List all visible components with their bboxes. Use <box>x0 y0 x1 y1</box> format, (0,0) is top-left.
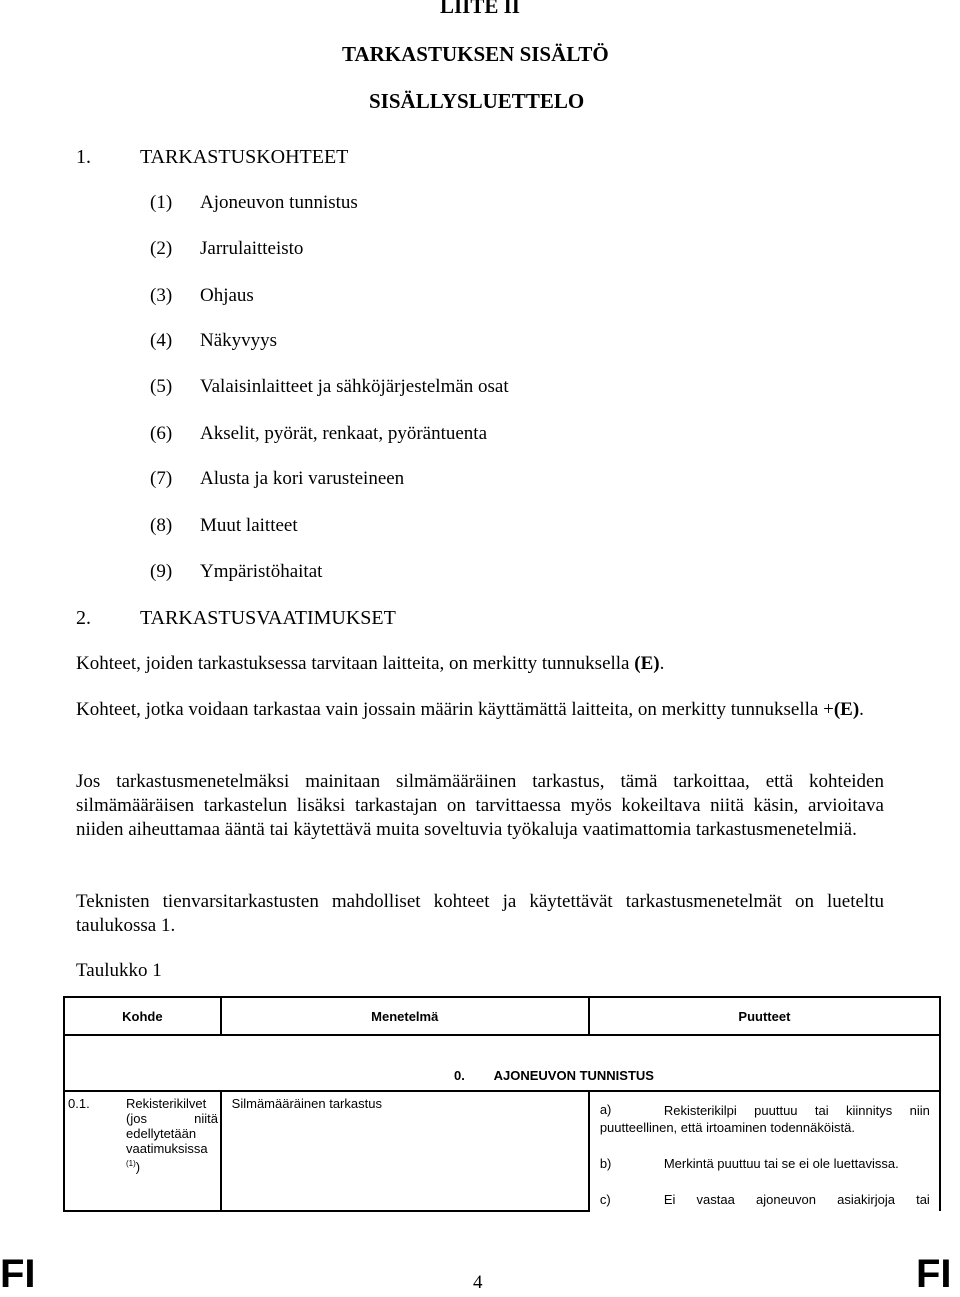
toc-item-number: (4) <box>150 330 173 351</box>
paragraph-end: . <box>659 653 665 674</box>
table-caption: Taulukko 1 <box>76 960 162 981</box>
item-text: Rekisterikilvet (jos niitä edellytetään vaatimuksissa <box>126 1096 218 1156</box>
defects-cell <box>589 1091 940 1211</box>
table-group-row <box>64 1035 940 1091</box>
group-heading-cell <box>64 1035 940 1091</box>
defect-letter: c) <box>599 1192 611 1207</box>
toc-item-number: (1) <box>150 192 173 213</box>
paragraph-equipment-required <box>76 652 884 676</box>
toc-item-number: (3) <box>150 285 173 306</box>
method-text: Silmämääräinen tarkastus <box>231 1096 382 1111</box>
equipment-code: (E) <box>634 653 660 674</box>
toc-item-number: (9) <box>150 561 173 582</box>
paragraph-partial-equipment <box>76 698 884 722</box>
item-cell <box>64 1091 221 1211</box>
section1-number: 1. <box>76 146 91 168</box>
column-header-method: Menetelmä <box>221 997 589 1035</box>
paragraph-text: Kohteet, joiden tarkastuksessa tarvitaan laitteita, on merkitty tunnuksella <box>76 653 635 674</box>
defect-letter: a) <box>599 1102 612 1117</box>
column-header-defects: Puutteet <box>589 997 940 1035</box>
table-row <box>64 1091 940 1211</box>
paragraph-text: Kohteet, jotka voidaan tarkastaa vain jossain määrin käyttämättä laitteita, on merkitty tunnuksella + <box>76 699 834 720</box>
item-description <box>126 1096 218 1174</box>
toc-item-label: Valaisinlaitteet ja sähköjärjestelmän osat <box>200 376 509 397</box>
section1-title: TARKASTUSKOHTEET <box>140 146 349 168</box>
section2-title: TARKASTUSVAATIMUKSET <box>140 607 396 629</box>
item-footnote: (1) <box>126 1159 136 1168</box>
toc-item-label: Ympäristöhaitat <box>200 561 323 582</box>
inspection-table <box>63 996 941 1212</box>
item-close: ) <box>135 1159 141 1175</box>
paragraph-visual-inspection: Jos tarkastusmenetelmäksi mainitaan silmämääräinen tarkastus, tämä tarkoittaa, että kohteiden silmämääräisen tarkastelun lisäksi tarkastajan on tarvittaessa myös kokeiltava niitä käsin, arvioitava niiden aiheuttamaa ääntä tai käytettävä muita soveltuvia työkaluja vaatimattomia tarkastusmenetelmiä. <box>76 771 884 840</box>
group-number: 0. <box>454 1068 465 1083</box>
toc-item-label: Muut laitteet <box>200 515 298 536</box>
toc-heading: SISÄLLYSLUETTELO <box>369 89 585 113</box>
equipment-code: (E) <box>833 699 860 720</box>
footer-language-left: FI <box>0 1252 36 1296</box>
paragraph-roadside-inspections: Teknisten tienvarsitarkastusten mahdolliset kohteet ja käytettävät tarkastusmenetelmät on lueteltu taulukossa 1. <box>76 891 884 936</box>
annex-label: LIITE II <box>440 0 520 18</box>
toc-item-label: Näkyvyys <box>200 330 278 351</box>
section2-number: 2. <box>76 607 91 629</box>
table-header-row <box>64 997 940 1035</box>
toc-item-label: Jarrulaitteisto <box>200 238 304 259</box>
defect-letter: b) <box>599 1156 612 1171</box>
method-cell <box>221 1091 589 1211</box>
page-number: 4 <box>473 1272 483 1293</box>
toc-item-label: Ajoneuvon tunnistus <box>200 192 358 213</box>
defect-text: Ei vastaa ajoneuvon asiakirjoja tai <box>663 1192 930 1207</box>
column-header-item: Kohde <box>64 997 221 1035</box>
toc-item-number: (8) <box>150 515 173 536</box>
defect-text: Merkintä puuttuu tai se ei ole luettavissa. <box>663 1156 899 1171</box>
toc-item-number: (2) <box>150 238 173 259</box>
defect-text: Rekisterikilpi puuttuu tai kiinnitys niin puutteellinen, että irtoaminen todennäköistä. <box>599 1103 930 1135</box>
paragraph-end: . <box>859 699 864 720</box>
group-title: AJONEUVON TUNNISTUS <box>493 1068 654 1083</box>
footer-language-right: FI <box>916 1252 952 1296</box>
group-heading <box>454 1068 654 1083</box>
document-title: TARKASTUKSEN SISÄLTÖ <box>342 42 609 66</box>
toc-item-label: Ohjaus <box>200 285 254 306</box>
toc-item-number: (6) <box>150 423 173 444</box>
toc-item-label: Akselit, pyörät, renkaat, pyöräntuenta <box>200 423 488 444</box>
item-number: 0.1. <box>68 1096 90 1111</box>
toc-item-number: (5) <box>150 376 173 397</box>
toc-item-number: (7) <box>150 468 173 489</box>
toc-item-label: Alusta ja kori varusteineen <box>200 468 405 489</box>
